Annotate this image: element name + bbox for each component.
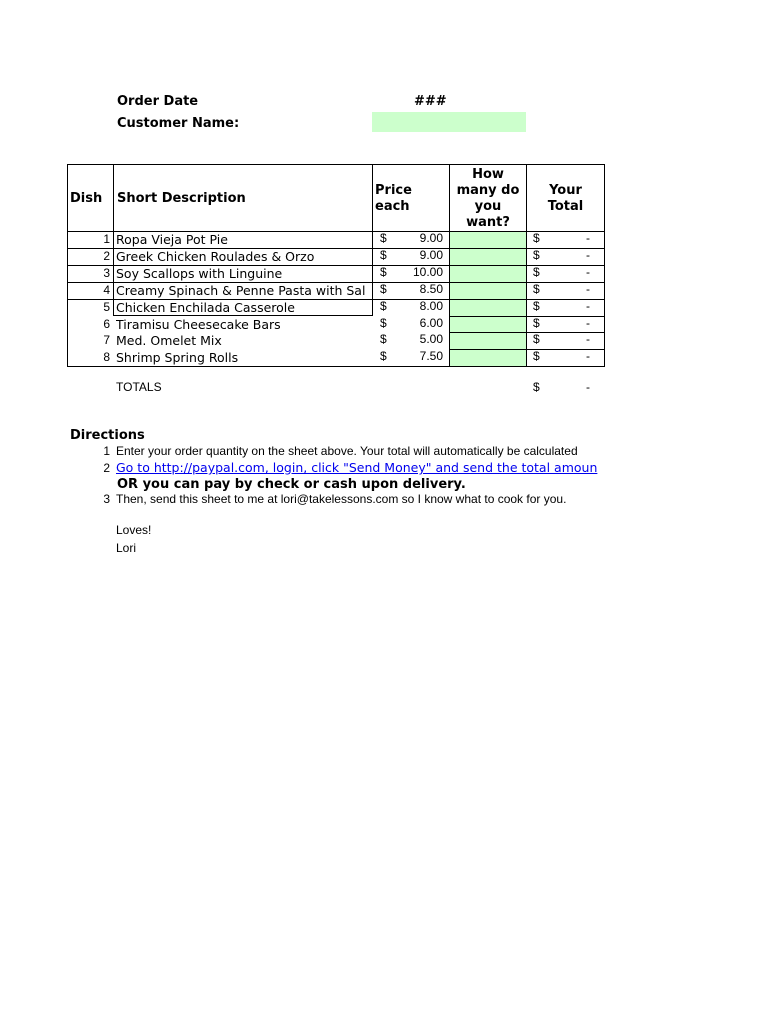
price-currency: $ [380,282,387,296]
col-divider [372,164,373,232]
col-header-price-line: each [375,199,410,214]
dish-number: 2 [103,249,110,263]
step1-text: Enter your order quantity on the sheet above. Your total will automatically be calculated [116,444,578,458]
quantity-input[interactable] [451,232,525,247]
col-header-quantity [450,167,526,231]
col-divider [113,231,114,316]
dish-description: Chicken Enchilada Casserole [116,300,295,315]
price-currency: $ [380,316,387,330]
col-divider [372,231,373,316]
row-total-value: - [586,282,590,296]
quantity-input[interactable] [451,317,525,332]
quantity-input[interactable] [451,266,525,281]
price-value: 5.00 [419,332,443,346]
col-header-total [527,183,604,215]
dish-description: Greek Chicken Roulades & Orzo [116,249,315,264]
col-header-qty-line: many do [456,183,520,198]
price-currency: $ [380,248,387,262]
col-header-qty-line: want? [466,215,510,230]
total-currency: $ [533,231,540,245]
price-value: 9.00 [419,231,443,245]
dish-number: 7 [103,333,110,347]
signoff-text: Loves! [116,523,152,537]
totals-label: TOTALS [116,380,162,394]
dish-description: Soy Scallops with Linguine [116,266,283,281]
table-border-bottom [67,366,605,367]
directions-heading: Directions [70,428,145,443]
step-number: 1 [103,444,110,458]
row-total-value: - [586,299,590,313]
dish-description: Med. Omelet Mix [116,333,222,348]
price-currency: $ [380,349,387,363]
quantity-input[interactable] [451,333,525,348]
row-total-value: - [586,231,590,245]
price-value: 7.50 [419,349,443,363]
customer-name-field[interactable] [372,112,526,132]
dish-number: 5 [103,300,110,314]
dish-description: Ropa Vieja Pot Pie [116,232,228,247]
price-currency: $ [380,231,387,245]
col-header-qty-line: How [472,167,504,182]
step2-alt-text: OR you can pay by check or cash upon delivery. [117,477,466,492]
paypal-link[interactable]: Go to http://paypal.com, login, click "Send Money" and send the total amoun [116,460,598,475]
totals-currency: $ [533,380,540,394]
signature-text: Lori [116,541,137,555]
price-value: 6.00 [419,316,443,330]
order-date-value: ### [414,94,447,109]
row-total-value: - [586,316,590,330]
total-currency: $ [533,248,540,262]
price-value: 9.00 [419,248,443,262]
dish-number: 3 [103,266,110,280]
total-currency: $ [533,316,540,330]
total-currency: $ [533,299,540,313]
quantity-input[interactable] [451,350,525,365]
col-divider [113,164,114,232]
step3-text: Then, send this sheet to me at lori@takelessons.com so I know what to cook for you. [116,492,567,506]
customer-name-label: Customer Name: [117,116,240,131]
row-total-value: - [586,332,590,346]
col-header-dish: Dish [70,191,103,206]
col-header-qty-line: you [474,199,502,214]
price-currency: $ [380,332,387,346]
price-currency: $ [380,265,387,279]
table-border-top [67,164,605,165]
dish-number: 1 [103,232,110,246]
order-date-label: Order Date [117,94,199,109]
dish-number: 4 [103,283,110,297]
price-currency: $ [380,299,387,313]
col-header-description: Short Description [117,191,246,206]
row-divider [113,315,373,316]
total-currency: $ [533,349,540,363]
dish-number: 8 [103,350,110,364]
quantity-input[interactable] [451,300,525,315]
step-number: 2 [103,461,110,475]
col-header-total-line: Total [547,199,584,214]
dish-description: Creamy Spinach & Penne Pasta with Sal [116,283,366,298]
step-number: 3 [103,492,110,506]
row-total-value: - [586,265,590,279]
dish-description: Shrimp Spring Rolls [116,350,239,365]
quantity-input[interactable] [451,249,525,264]
price-value: 10.00 [412,265,443,279]
price-value: 8.00 [419,299,443,313]
quantity-input[interactable] [451,283,525,298]
row-total-value: - [586,248,590,262]
dish-description: Tiramisu Cheesecake Bars [116,317,281,332]
price-value: 8.50 [419,282,443,296]
total-currency: $ [533,282,540,296]
col-header-price-line: Price [375,183,412,198]
col-header-price [375,183,412,215]
totals-value: - [586,380,590,394]
col-header-total-line: Your [549,183,582,198]
dish-number: 6 [103,317,110,331]
row-total-value: - [586,349,590,363]
total-currency: $ [533,332,540,346]
total-currency: $ [533,265,540,279]
